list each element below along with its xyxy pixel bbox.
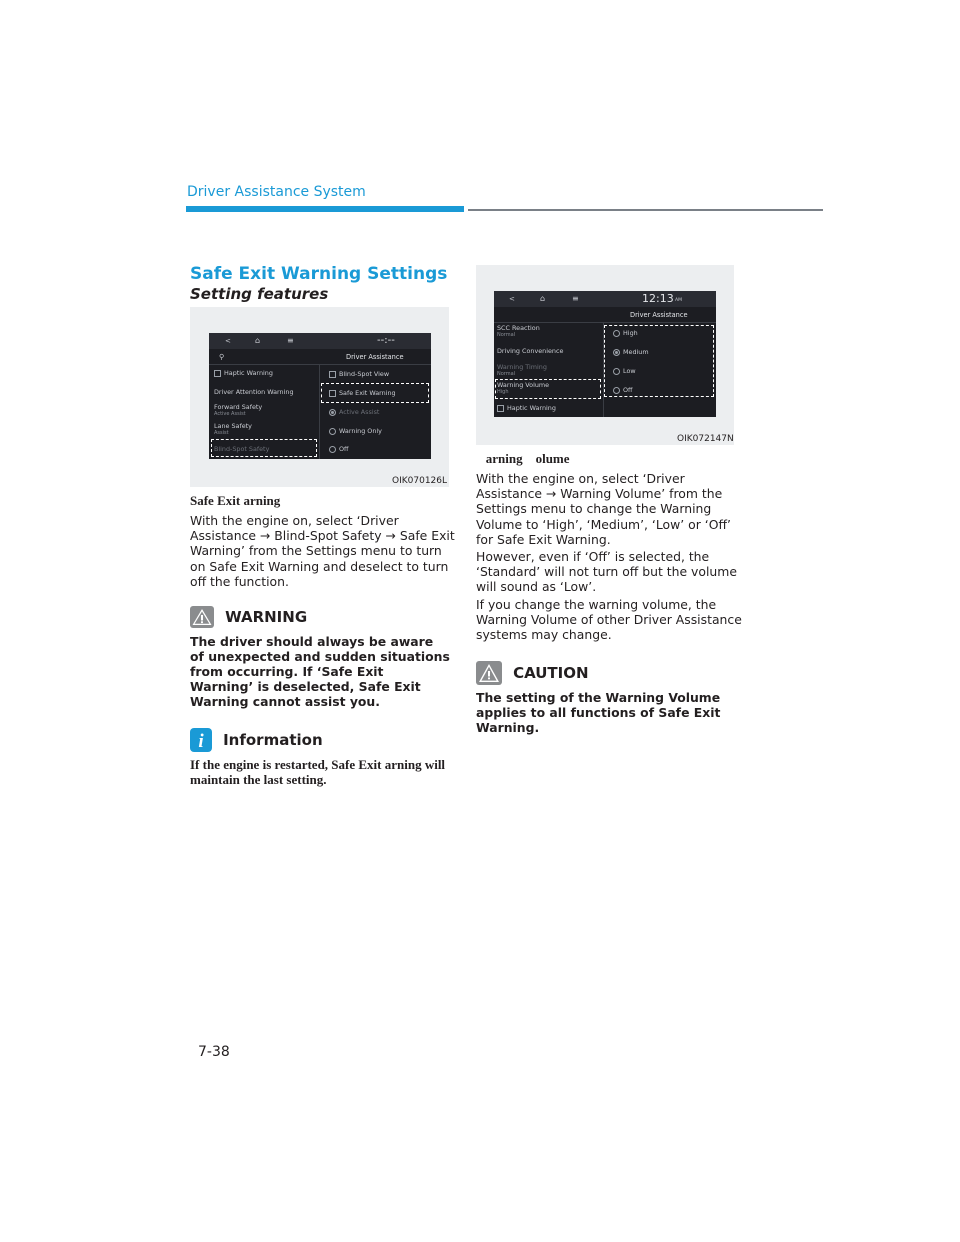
highlight-blind-spot xyxy=(211,439,317,457)
figure-code: OIK070126L xyxy=(392,476,448,486)
subsection-heading: Safe Exit arning xyxy=(190,493,281,508)
menu-item-lane: Lane Safety Assist xyxy=(214,422,252,436)
option-high: High xyxy=(613,329,638,337)
warning-text: The driver should always be aware of unexpected and sudden situations from occurring. If ‘Safe Exit Warning’ is deselected, Safe Exit Warning cannot assist you. xyxy=(190,634,450,709)
figure-blind-spot-settings xyxy=(190,307,449,487)
menu-item-blind-spot: Blind-Spot Safety xyxy=(214,445,270,453)
information-heading xyxy=(190,728,323,752)
highlight-safe-exit xyxy=(321,383,429,403)
screen-topbar xyxy=(209,333,431,349)
screen-header: Driver Assistance xyxy=(630,311,688,319)
svg-text:i: i xyxy=(198,731,204,752)
menu-item-haptic: Haptic Warning xyxy=(497,404,556,412)
caution-label: CAUTION xyxy=(513,664,589,682)
menu-item-scc-reaction: SCC Reaction Normal xyxy=(497,324,540,338)
option-active-assist: Active Assist xyxy=(329,408,379,416)
paragraph: With the engine on, select ‘Driver Assistance → Blind-Spot Safety → Safe Exit Warning’ from the Settings menu to turn on Safe Exit Warning and deselect to turn off the function. xyxy=(190,513,455,589)
info-label: Information xyxy=(223,731,323,749)
home-icon: ⌂ xyxy=(540,294,546,303)
menu-item-attention: Driver Attention Warning xyxy=(214,388,294,396)
option-low: Low xyxy=(613,367,636,375)
menu-icon: ≡ xyxy=(572,294,579,303)
information-text: If the engine is restarted, Safe Exit arning will maintain the last setting. xyxy=(190,757,446,787)
figure-warning-volume-settings xyxy=(476,265,734,445)
menu-item-forward: Forward Safety Active Assist xyxy=(214,403,263,417)
section-title: Safe Exit Warning Settings xyxy=(190,264,448,284)
search-icon: ⚲ xyxy=(219,353,225,361)
figure-code: OIK072147N xyxy=(677,434,734,444)
section-subtitle: Setting features xyxy=(190,285,329,303)
option-safe-exit-warning: Safe Exit Warning xyxy=(329,389,396,397)
caution-heading xyxy=(476,661,589,685)
back-icon: < xyxy=(509,295,515,303)
settings-screen xyxy=(209,333,431,459)
page-number: 7-38 xyxy=(198,1044,230,1060)
menu-item-warning-timing: Warning Timing Normal xyxy=(497,363,547,377)
clock-ampm: AM xyxy=(675,298,682,303)
paragraph: With the engine on, select ‘Driver Assistance → Warning Volume’ from the Settings menu to change the Warning Volume to ‘High’, ‘Medium’, ‘Low’ or ‘Off’ for Safe Exit Warning. xyxy=(476,471,731,547)
option-off: Off xyxy=(613,386,632,394)
screen-header: Driver Assistance xyxy=(346,353,404,361)
option-blind-spot-view: Blind-Spot View xyxy=(329,370,389,378)
subsection-heading: arning olume xyxy=(476,451,570,466)
menu-item-warning-volume: Warning Volume High xyxy=(497,381,550,395)
caution-icon xyxy=(476,661,502,685)
header-rule-accent xyxy=(186,206,464,212)
home-icon: ⌂ xyxy=(255,336,261,345)
warning-heading xyxy=(190,606,307,628)
caution-text: The setting of the Warning Volume applies to all functions of Safe Exit Warning. xyxy=(476,690,721,735)
option-medium: Medium xyxy=(613,348,649,356)
warning-icon xyxy=(190,606,214,628)
header-rule xyxy=(468,209,823,211)
info-icon xyxy=(190,728,212,752)
section-header: Driver Assistance System xyxy=(187,184,366,200)
paragraph: However, even if ‘Off’ is selected, the ‘Standard’ will not turn off but the volume will sound as ‘Low’. xyxy=(476,549,737,595)
settings-screen xyxy=(494,291,716,417)
clock: --:-- xyxy=(377,335,395,346)
menu-item-haptic: Haptic Warning xyxy=(214,369,273,377)
option-off: Off xyxy=(329,445,348,453)
screen-topbar xyxy=(494,291,716,307)
menu-icon: ≡ xyxy=(287,336,294,345)
menu-item-driving-convenience: Driving Convenience xyxy=(497,347,564,355)
highlight-warning-volume xyxy=(495,379,601,399)
paragraph: If you change the warning volume, the Warning Volume of other Driver Assistance systems may change. xyxy=(476,597,742,643)
clock: 12:13 xyxy=(642,292,674,305)
back-icon: < xyxy=(225,337,231,345)
warning-label: WARNING xyxy=(225,608,308,626)
option-warning-only: Warning Only xyxy=(329,427,382,435)
